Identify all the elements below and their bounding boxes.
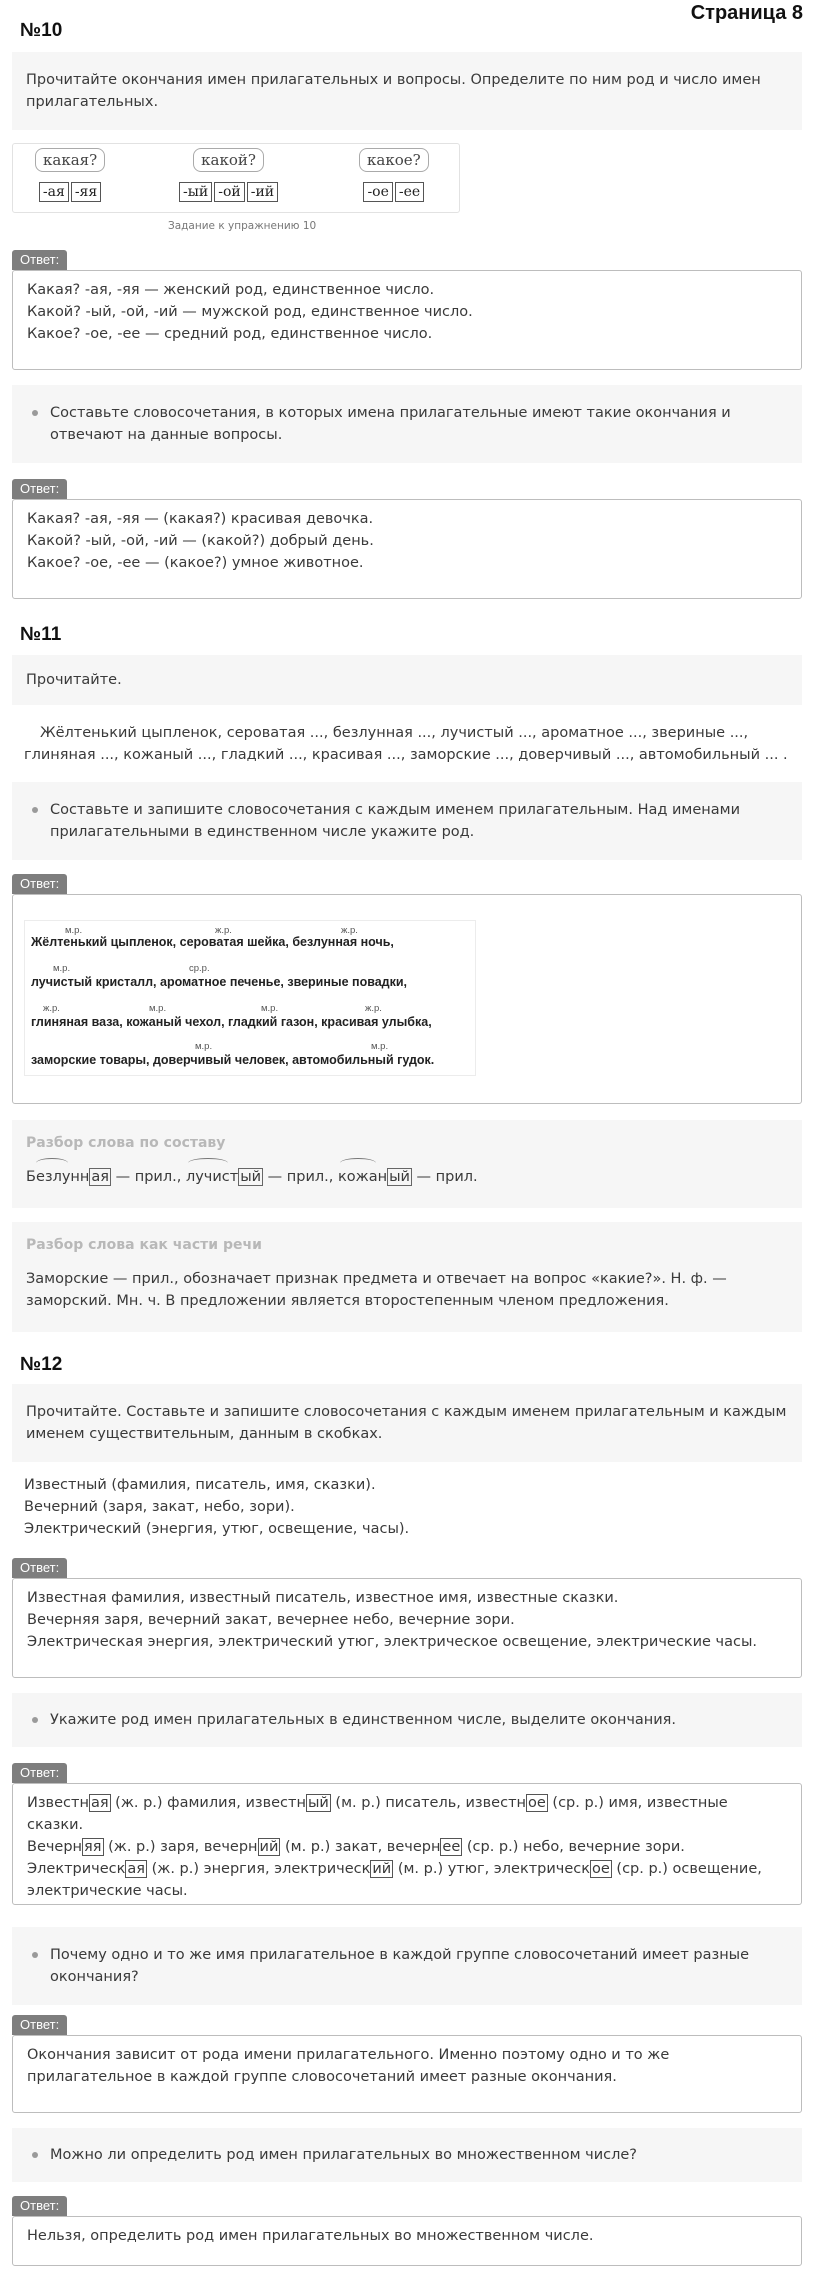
ex12-answer-2 [12,1783,802,1905]
part-of-speech-card [12,1222,802,1332]
gender-label: м.р. [371,1041,389,1052]
answer-label: Ответ: [12,250,67,270]
word-composition-body: Безлунн ая — прил., лучист ый — прил., кожан ый — прил. [26,1166,788,1188]
figure-ending: -ее [395,182,424,202]
answer-label: Ответ: [12,874,67,894]
exercise-10-title: №10 [20,20,63,41]
gender-label: м.р. [261,1003,279,1014]
handwritten-line: заморские товары, доверчивый человек, автомобильный гудок. [31,1053,435,1067]
answer-line: Какое? -ое, -ее — средний род, единственное число. [27,326,433,342]
gender-label: ж.р. [215,925,232,936]
ex12-answer-3 [12,2035,802,2113]
ending-box: ое [592,1861,610,1877]
ending-box: ая [127,1861,145,1877]
gender-label: м.р. [53,963,71,974]
ex12-task-4-text: Можно ли определить род имен прилагательных во множественном числе? [50,2147,637,2163]
figure-ending: -ый [179,182,212,202]
figure-ending: -ая [39,182,69,202]
answer-label: Ответ: [12,1558,67,1578]
figure-ending: -ое [363,182,392,202]
answer-label: Ответ: [12,1763,67,1783]
figure-ending: -яя [71,182,101,202]
gender-label: м.р. [65,925,83,936]
ex11-task-1 [12,655,802,705]
ex12-task-3-text: Почему одно и то же имя прилагательное в каждой группе словосочетаний имеет разные окончания? [50,1947,750,1985]
pos-abbrev: прил. [134,1169,177,1185]
answer-line: Вечерняя заря, вечерний закат, вечернее небо, вечерние зори. [27,1612,515,1628]
answer-line: Электрическ ая (ж. р.) энергия, электрическ ий (м. р.) утюг, электрическ ое (ср. р.) освещение, электрические часы. [27,1861,762,1899]
handwritten-line: Жёлтенький цыпленок, сероватая шейка, безлунная ночь, [31,935,394,949]
figure-ending: -ий [247,182,278,202]
handwritten-answer [24,920,476,1076]
answer-label: Ответ: [12,479,67,499]
figure-question: какая? [35,148,105,172]
ex12-answer-4 [12,2216,802,2266]
answer-line: Какой? -ый, -ой, -ий — (какой?) добрый день. [27,533,374,549]
morph-word: кожан ый [338,1166,412,1188]
ex12-task-2-text: Укажите род имен прилагательных в единственном числе, выделите окончания. [50,1712,677,1728]
ending-box: ый [389,1169,410,1185]
answer-line: Известная фамилия, известный писатель, известное имя, известные сказки. [27,1590,619,1606]
ending-box: ый [307,1795,329,1811]
handwritten-line: глиняная ваза, кожаный чехол, гладкий газон, красивая улыбка, [31,1015,432,1029]
figure-group-masculine [178,148,279,202]
word-composition-title: Разбор слова по составу [26,1135,226,1151]
morph-word: Безлунн ая [26,1166,111,1188]
ex12-task-3 [12,1927,802,2005]
ex11-text: Жёлтенький цыпленок, сероватая ..., безлунная ..., лучистый ..., ароматное ..., звериные ..., глиняная ..., кожаный ..., гладкий ..., красивая ..., заморские ..., доверчивый ..., автомобильный ... . [24,725,788,763]
ex12-task-1-text: Прочитайте. Составьте и запишите словосочетания с каждым именем прилагательным и каждым именем существительным, данным в скобках. [26,1404,787,1442]
figure-caption: Задание к упражнению 10 [168,220,317,232]
given-line: Электрический (энергия, утюг, освещение, часы). [24,1521,410,1537]
answer-label: Ответ: [12,2015,67,2035]
answer-line: Какой? -ый, -ой, -ий — мужской род, единственное число. [27,304,473,320]
ex11-task-1-text: Прочитайте. [26,672,122,688]
ex12-task-2 [12,1693,802,1747]
figure-group-neuter [359,148,429,202]
answer-line: Какая? -ая, -яя — женский род, единственное число. [27,282,435,298]
answer-label: Ответ: [12,2196,67,2216]
ex10-answer-1 [12,270,802,370]
ex10-task-2 [12,385,802,463]
gender-label: ж.р. [365,1003,382,1014]
ex10-task-1-text: Прочитайте окончания имен прилагательных и вопросы. Определите по ним род и число имен прилагательных. [26,72,761,110]
exercise-12-title: №12 [20,1354,63,1375]
answer-text: Окончания зависит от рода имени прилагательного. Именно поэтому одно и то же прилагательное в каждой группе словосочетаний имеет разные окончания. [27,2047,670,2085]
given-line: Известный (фамилия, писатель, имя, сказки). [24,1477,376,1493]
gender-label: м.р. [149,1003,167,1014]
ending-box: ый [240,1169,262,1185]
figure-group-feminine [35,148,105,202]
ex11-task-2 [12,782,802,860]
ending-box: ая [91,1169,109,1185]
gender-label: ср.р. [189,963,210,974]
answer-line: Вечерн яя (ж. р.) заря, вечерн ий (м. р.) закат, вечерн ее (ср. р.) небо, вечерние зори. [27,1839,685,1855]
ending-box: ий [372,1861,392,1877]
ending-box: ая [90,1795,109,1811]
gender-label: ж.р. [43,1003,60,1014]
ex10-answer-2 [12,499,802,599]
figure-ending: -ой [214,182,245,202]
answer-line: Какая? -ая, -яя — (какая?) красивая девочка. [27,511,374,527]
page-number: Страница 8 [690,2,803,24]
ex12-task-4 [12,2128,802,2182]
part-of-speech-body: Заморские — прил., обозначает признак предмета и отвечает на вопрос «какие?». Н. ф. — заморский. Мн. ч. В предложении является второстепенным членом предложения. [26,1271,727,1309]
ending-box: яя [84,1839,102,1855]
given-line: Вечерний (заря, закат, небо, зори). [24,1499,295,1515]
handwritten-line: лучистый кристалл, ароматное печенье, звериные повадки, [31,975,408,989]
endings-figure [12,143,460,213]
ex11-task-2-text: Составьте и запишите словосочетания с каждым именем прилагательным. Над именами прилагательными в единственном числе укажите род. [50,802,741,840]
ending-box: ее [442,1839,461,1855]
answer-line: Известн ая (ж. р.) фамилия, известн ый (м. р.) писатель, известн ое (ср. р.) имя, известные сказки. [27,1795,728,1833]
figure-question: какое? [359,148,429,172]
ex12-task-1 [12,1384,802,1462]
ending-box: ий [259,1839,279,1855]
pos-abbrev: прил. [286,1169,329,1185]
ex12-given [24,1474,794,1540]
word-composition-card [12,1120,802,1208]
gender-label: м.р. [195,1041,213,1052]
ending-box: ое [528,1795,546,1811]
answer-line: Какое? -ое, -ее — (какое?) умное животное. [27,555,364,571]
ex10-task-2-text: Составьте словосочетания, в которых имена прилагательные имеют такие окончания и отвечают на данные вопросы. [50,405,731,443]
gender-label: ж.р. [341,925,358,936]
part-of-speech-title: Разбор слова как части речи [26,1237,262,1253]
answer-text: Нельзя, определить род имен прилагательных во множественном числе. [27,2228,594,2244]
ex10-task-1 [12,52,802,130]
figure-question: какой? [193,148,264,172]
pos-abbrev: прил. [435,1169,478,1185]
morph-word: лучист ый [186,1166,263,1188]
exercise-11-title: №11 [20,624,62,645]
answer-line: Электрическая энергия, электрический утюг, электрическое освещение, электрические часы. [27,1634,758,1650]
ex12-answer-1 [12,1578,802,1678]
